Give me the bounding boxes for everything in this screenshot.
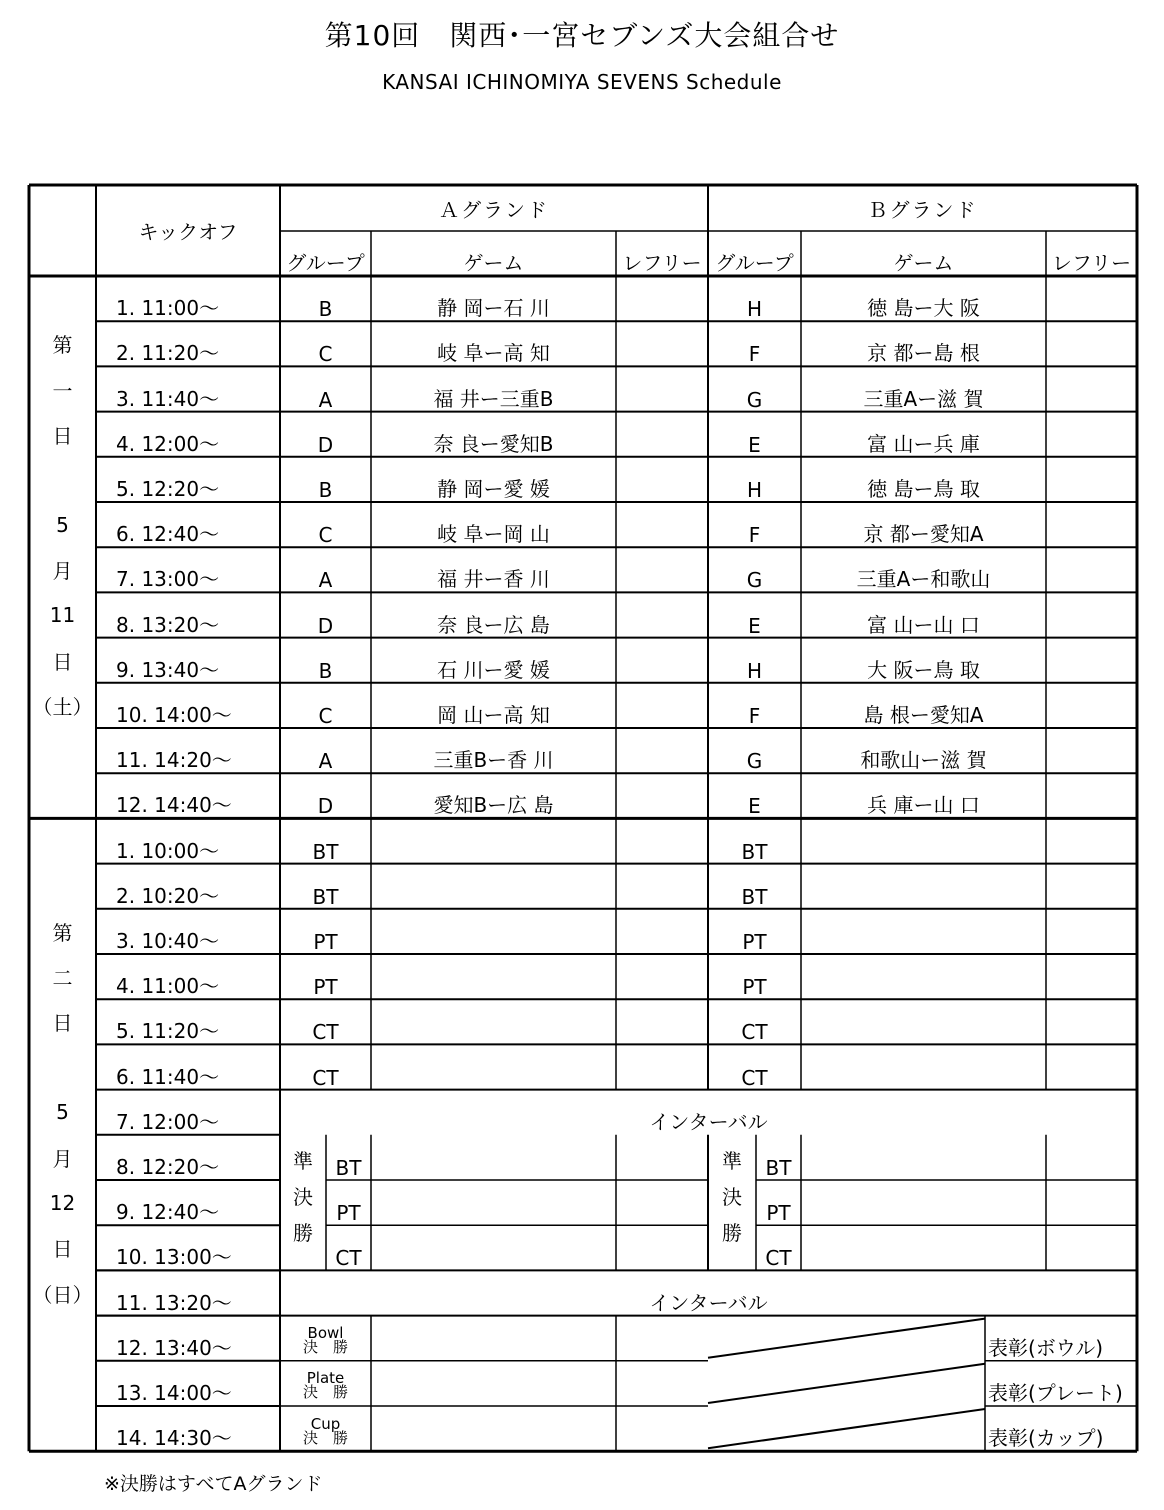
a-game: 静 岡ー石 川 (437, 296, 550, 321)
b-group: PT (742, 975, 767, 1000)
kickoff-time: 9. 12:40〜 (116, 1200, 220, 1225)
a-group: D (317, 432, 334, 457)
kickoff-time: 3. 10:40〜 (116, 928, 220, 953)
kickoff-time: 2. 10:20〜 (116, 883, 220, 908)
b-group: G (746, 568, 763, 593)
a-group: B (318, 477, 333, 502)
kickoff-time: 5. 12:20〜 (116, 476, 220, 501)
ground-a-header: Ａグランド (439, 197, 549, 222)
a-group: B (318, 297, 333, 322)
b-semifinal-group: BT (765, 1155, 792, 1180)
a-group: D (317, 794, 334, 819)
final-diagonal (708, 1319, 985, 1358)
a-group-header: グループ (286, 251, 365, 275)
kickoff-time: 10. 14:00〜 (116, 702, 232, 727)
kickoff-time: 3. 11:40〜 (116, 386, 220, 411)
b-group: G (746, 387, 763, 412)
kickoff-header: キックオフ (138, 220, 238, 244)
day1-label-char: 日 (52, 649, 73, 674)
kickoff-time: 7. 13:00〜 (116, 567, 220, 592)
kickoff-time: 2. 11:20〜 (116, 341, 220, 366)
b-game: 富 山ー山 口 (867, 612, 980, 637)
a-group: C (318, 523, 333, 548)
kickoff-time: 14. 14:30〜 (116, 1426, 232, 1451)
final-label (280, 1365, 371, 1406)
kickoff-time: 8. 12:20〜 (116, 1154, 220, 1179)
b-semifinal-label-char: 決 (722, 1185, 742, 1210)
final-diagonal (708, 1409, 985, 1448)
b-group: PT (742, 929, 767, 954)
final-word: 決 勝 (302, 1383, 348, 1402)
kickoff-time: 4. 12:00〜 (116, 431, 220, 456)
b-game-header: ゲーム (893, 251, 954, 275)
kickoff-time: 1. 10:00〜 (116, 838, 220, 863)
b-game: 兵 庫ー山 口 (867, 793, 980, 818)
day2-label-char: 5 (56, 1100, 69, 1125)
kickoff-time: 6. 11:40〜 (116, 1064, 220, 1089)
kickoff-time: 7. 12:00〜 (116, 1109, 220, 1134)
ceremony-label: 表彰(プレート) (988, 1380, 1123, 1405)
b-game: 徳 島ー大 阪 (867, 296, 980, 321)
b-game: 和歌山ー滋 賀 (860, 748, 987, 773)
b-group: F (748, 342, 761, 367)
a-group: BT (312, 884, 339, 909)
ceremony-label: 表彰(カップ) (988, 1426, 1104, 1451)
b-group: E (748, 432, 761, 457)
b-referee-header: レフリー (1051, 251, 1132, 275)
final-diagonal (708, 1364, 985, 1403)
final-name: Cup (310, 1414, 341, 1433)
a-group: C (318, 342, 333, 367)
day2-label-char: 12 (49, 1190, 76, 1215)
a-game: 岐 阜ー岡 山 (437, 522, 550, 547)
final-label (280, 1410, 371, 1451)
a-group: PT (313, 929, 338, 954)
kickoff-time: 11. 14:20〜 (116, 748, 232, 773)
a-semifinal-label-char: 決 (293, 1185, 313, 1210)
interval-label: インターバル (649, 1290, 768, 1315)
kickoff-time: 5. 11:20〜 (116, 1019, 220, 1044)
a-group: CT (312, 1020, 339, 1045)
b-group: H (746, 658, 763, 683)
b-group: H (746, 297, 763, 322)
b-group: BT (741, 884, 768, 909)
a-semifinal-label-char: 勝 (293, 1221, 313, 1246)
b-game: 富 山ー兵 庫 (867, 431, 980, 456)
a-game: 奈 良ー愛知B (433, 431, 554, 456)
a-group: A (318, 749, 333, 774)
b-game: 三重Aー滋 賀 (863, 386, 984, 411)
kickoff-time: 6. 12:40〜 (116, 522, 220, 547)
b-game: 島 根ー愛知A (863, 702, 984, 727)
a-group: A (318, 387, 333, 412)
final-name: Plate (306, 1369, 345, 1388)
page-subtitle: KANSAI ICHINOMIYA SEVENS Schedule (382, 70, 782, 94)
a-game: 福 井ー香 川 (437, 567, 550, 592)
b-group: F (748, 523, 761, 548)
kickoff-time: 12. 13:40〜 (116, 1335, 232, 1360)
ceremony-label: 表彰(ボウル) (988, 1335, 1104, 1360)
final-word: 決 勝 (302, 1428, 348, 1447)
day2-label-char: 第 (52, 920, 73, 945)
b-game: 京 都ー愛知A (863, 522, 984, 547)
final-label (280, 1320, 371, 1361)
a-game: 奈 良ー広 島 (437, 612, 550, 637)
day1-label-char: 月 (52, 559, 73, 584)
a-game: 福 井ー三重B (433, 386, 554, 411)
a-group: B (318, 658, 333, 683)
b-semifinal-group: PT (766, 1201, 791, 1226)
day1-label-char: 第 (52, 333, 73, 358)
b-semifinal-label-char: 準 (722, 1149, 742, 1174)
day1-label-char: 5 (56, 512, 69, 537)
a-semifinal-label-char: 準 (293, 1149, 313, 1174)
day2-label-char: （日） (32, 1282, 93, 1307)
a-game: 愛知Bー広 島 (433, 793, 554, 818)
a-game-header: ゲーム (463, 251, 524, 275)
day1-label-char: 日 (52, 423, 73, 448)
a-group: PT (313, 975, 338, 1000)
a-game: 岡 山ー高 知 (437, 702, 550, 727)
a-group: C (318, 703, 333, 728)
b-game: 三重Aー和歌山 (856, 567, 991, 592)
a-group: D (317, 613, 334, 638)
final-name: Bowl (307, 1324, 344, 1343)
a-group: A (318, 568, 333, 593)
b-game: 京 都ー島 根 (867, 341, 980, 366)
b-semifinal-label-char: 勝 (722, 1221, 742, 1246)
a-semifinal-group: CT (335, 1246, 362, 1271)
a-game: 三重Bー香 川 (433, 748, 554, 773)
kickoff-time: 9. 13:40〜 (116, 657, 220, 682)
day2-label-char: 日 (52, 1237, 73, 1262)
b-game: 徳 島ー鳥 取 (867, 476, 980, 501)
b-group-header: グループ (715, 251, 794, 275)
interval-label: インターバル (649, 1109, 768, 1134)
b-group: G (746, 749, 763, 774)
a-semifinal-group: PT (336, 1201, 361, 1226)
kickoff-time: 13. 14:00〜 (116, 1380, 232, 1405)
day2-label-char: 月 (52, 1146, 73, 1171)
kickoff-time: 8. 13:20〜 (116, 612, 220, 637)
final-word: 決 勝 (302, 1338, 348, 1357)
a-referee-header: レフリー (622, 251, 702, 275)
b-group: E (748, 794, 761, 819)
footnote: ※決勝はすべてAグランド (104, 1473, 323, 1495)
a-game: 石 川ー愛 媛 (437, 657, 550, 682)
b-game: 大 阪ー鳥 取 (867, 657, 980, 682)
a-game: 静 岡ー愛 媛 (437, 476, 550, 501)
b-group: CT (741, 1065, 768, 1090)
kickoff-time: 10. 13:00〜 (116, 1245, 232, 1270)
day1-label-char: 11 (49, 603, 76, 627)
b-group: E (748, 613, 761, 638)
b-group: BT (741, 839, 768, 864)
ground-b-header: Ｂグランド (867, 197, 978, 222)
b-group: F (748, 703, 761, 728)
b-semifinal-group: CT (765, 1246, 792, 1271)
a-semifinal-group: BT (335, 1155, 362, 1180)
a-group: BT (312, 839, 339, 864)
kickoff-time: 11. 13:20〜 (116, 1290, 232, 1315)
day1-label-char: （土） (32, 694, 93, 719)
day1-label-char: 一 (52, 378, 73, 403)
b-group: CT (741, 1020, 768, 1045)
a-game: 岐 阜ー高 知 (437, 341, 550, 366)
a-group: CT (312, 1065, 339, 1090)
kickoff-time: 4. 11:00〜 (116, 974, 220, 999)
kickoff-time: 12. 14:40〜 (116, 793, 232, 818)
b-group: H (746, 477, 763, 502)
page-title: 第10回 関西･一宮セブンズ大会組合せ (324, 19, 840, 52)
day2-label-char: 日 (52, 1011, 73, 1036)
day2-label-char: 二 (52, 966, 73, 991)
kickoff-time: 1. 11:00〜 (116, 296, 220, 321)
